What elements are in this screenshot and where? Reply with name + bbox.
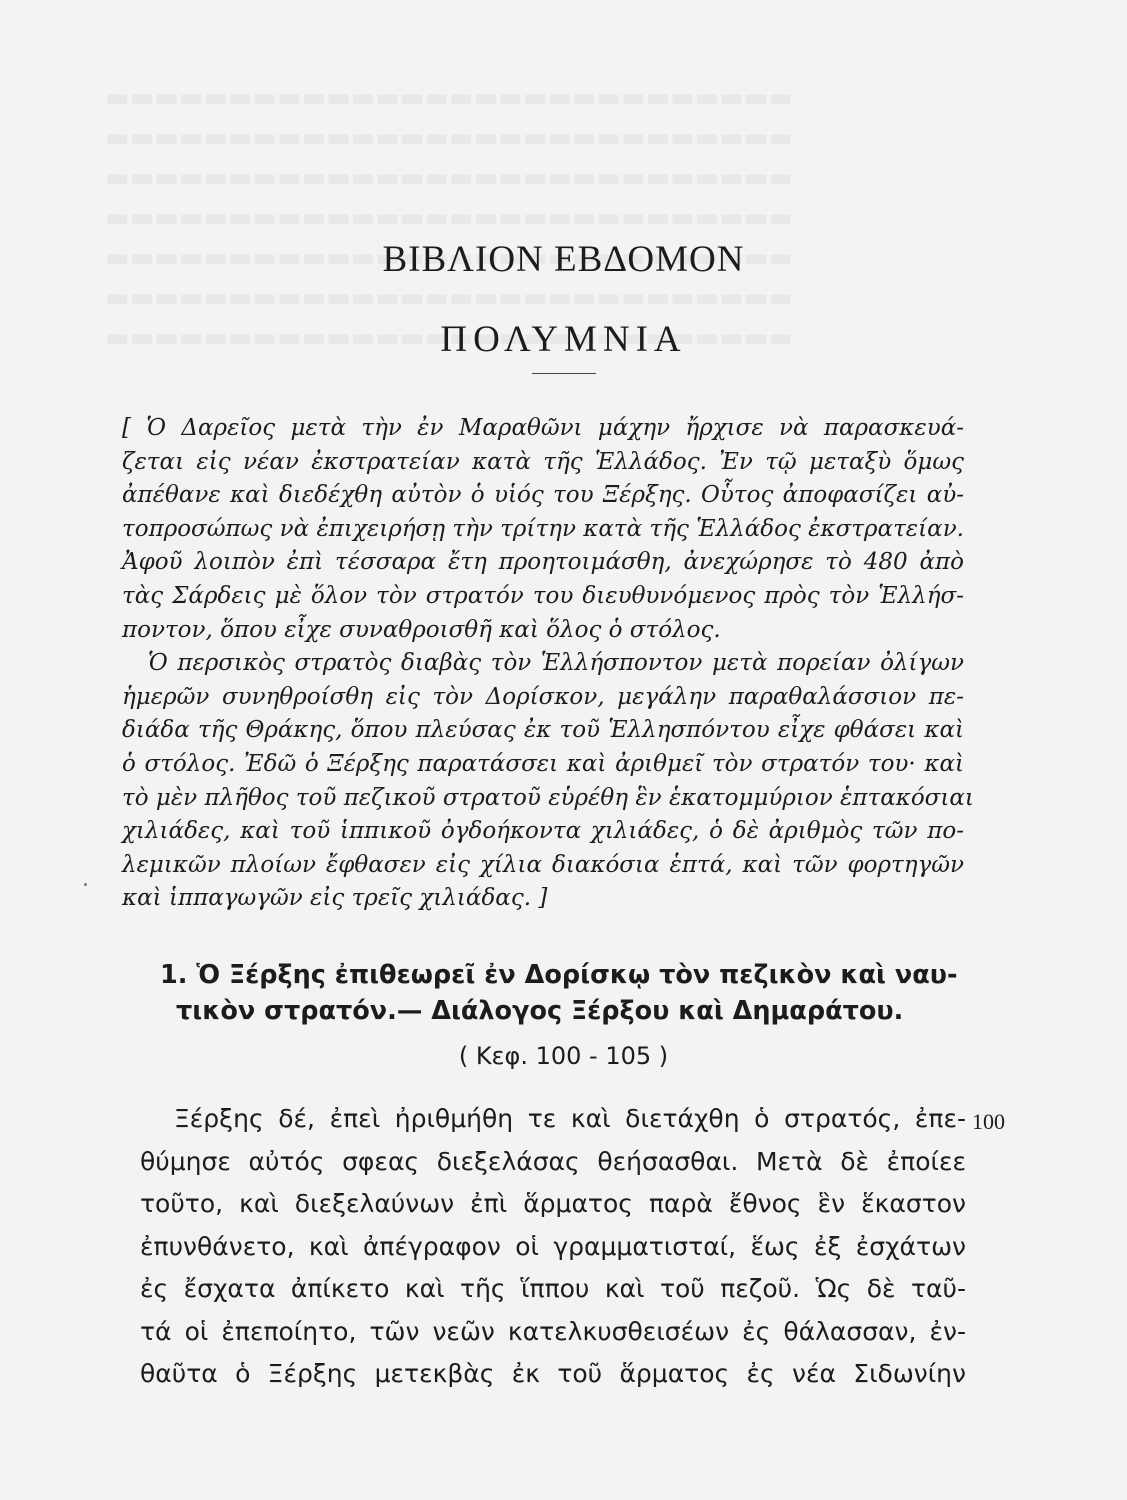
margin-line-number: 100 bbox=[972, 1109, 1005, 1134]
summary-line: τὰς Σάρδεις μὲ ὅλον τὸν στρατόν του διευθυνόμενος πρὸς τὸν Ἑλλήσ- bbox=[122, 582, 964, 609]
page-speck bbox=[84, 883, 87, 886]
body-line: ἐς ἔσχατα ἀπίκετο καὶ τῆς ἵππου καὶ τοῦ πεζοῦ. Ὡς δὲ ταῦ- bbox=[140, 1274, 966, 1303]
summary-line: χιλιάδες, καὶ τοῦ ἱππικοῦ ὀγδοήκοντα χιλιάδες, ὁ δὲ ἀριθμὸς τῶν πο- bbox=[122, 818, 964, 845]
book-title: ΒΙΒΛΙΟΝ ΕΒΔΟΜΟΝ bbox=[382, 239, 745, 280]
body-line: Ξέρξης δέ, ἐπεὶ ἠριθμήθη τε καὶ διετάχθη ὁ στρατός, ἐπε- bbox=[174, 1104, 966, 1133]
summary-line: [ Ὁ Δαρεῖος μετὰ τὴν ἐν Μαραθῶνι μάχην ἤρχισε νὰ παρασκευά- bbox=[122, 415, 964, 441]
chapter-summary bbox=[122, 412, 974, 916]
chapter-reference: ( Κεφ. 100 - 105 ) bbox=[458, 1042, 669, 1070]
book-subtitle: ΠΟΛΥΜΝΙΑ bbox=[440, 319, 687, 360]
body-line: θαῦτα ὁ Ξέρξης μετεκβὰς ἐκ τοῦ ἅρματος ἐς νέα Σιδωνίην bbox=[140, 1359, 966, 1388]
chapter-heading-line: 1. Ὁ Ξέρξης ἐπιθεωρεῖ ἐν Δορίσκῳ τὸν πεζικὸν καὶ ναυ- bbox=[160, 960, 958, 990]
body-line: τά οἱ ἐπεποίητο, τῶν νεῶν κατελκυσθεισέων ἐς θάλασσαν, ἐν- bbox=[140, 1316, 966, 1346]
summary-line: καὶ ἱππαγωγῶν εἰς τρεῖς χιλιάδας. ] bbox=[122, 885, 548, 912]
summary-line: ἀπέθανε καὶ διεδέχθη αὐτὸν ὁ υἱός του Ξέρξης. Οὗτος ἀποφασίζει αὐ- bbox=[122, 482, 964, 509]
show-through-background bbox=[105, 78, 965, 358]
summary-line: Ὁ περσικὸς στρατὸς διαβὰς τὸν Ἑλλήσποντον μετὰ πορείαν ὀλίγων bbox=[148, 650, 964, 677]
summary-line: Ἀφοῦ λοιπὸν ἐπὶ τέσσαρα ἔτη προητοιμάσθη, ἀνεχώρησε τὸ 480 ἀπὸ bbox=[122, 549, 964, 576]
summary-line: λεμικῶν πλοίων ἔφθασεν εἰς χίλια διακόσια ἑπτά, καὶ τῶν φορτηγῶν bbox=[122, 851, 964, 878]
greek-body-text bbox=[140, 1098, 966, 1396]
summary-line: ζεται εἰς νέαν ἐκστρατείαν κατὰ τῆς Ἑλλάδος. Ἐν τῷ μεταξὺ ὅμως bbox=[122, 448, 964, 475]
body-line: θύμησε αὐτός σφεας διεξελάσας θεήσασθαι. Μετὰ δὲ ἐποίεε bbox=[140, 1146, 966, 1176]
summary-line: ἡμερῶν συνηθροίσθη εἰς τὸν Δορίσκον, μεγάλην παραθαλάσσιον πε- bbox=[122, 683, 964, 710]
chapter-heading bbox=[160, 957, 958, 1029]
body-line: τοῦτο, καὶ διεξελαύνων ἐπὶ ἅρματος παρὰ ἔθνος ἓν ἕκαστον bbox=[140, 1189, 966, 1218]
summary-line: ὁ στόλος. Ἐδῶ ὁ Ξέρξης παρατάσσει καὶ ἀριθμεῖ τὸν στρατόν του· καὶ bbox=[122, 750, 964, 777]
summary-line: διάδα τῆς Θράκης, ὅπου πλεύσας ἐκ τοῦ Ἑλλησπόντου εἶχε φθάσει καὶ bbox=[122, 717, 964, 744]
summary-line: ποντον, ὅπου εἶχε συναθροισθῆ καὶ ὅλος ὁ στόλος. bbox=[122, 616, 721, 643]
chapter-heading-line: τικὸν στρατόν.— Διάλογος Ξέρξου καὶ Δημαράτου. bbox=[176, 996, 904, 1026]
title-divider bbox=[532, 373, 596, 374]
body-line: ἐπυνθάνετο, καὶ ἀπέγραφον οἱ γραμματισταί, ἕως ἐξ ἐσχάτων bbox=[140, 1231, 966, 1261]
summary-line: τὸ μὲν πλῆθος τοῦ πεζικοῦ στρατοῦ εὑρέθη ἓν ἑκατομμύριον ἑπτακόσιαι bbox=[122, 784, 974, 811]
summary-line: τοπροσώπως νὰ ἐπιχειρήσῃ τὴν τρίτην κατὰ τῆς Ἑλλάδος ἐκστρατείαν. bbox=[122, 515, 964, 542]
